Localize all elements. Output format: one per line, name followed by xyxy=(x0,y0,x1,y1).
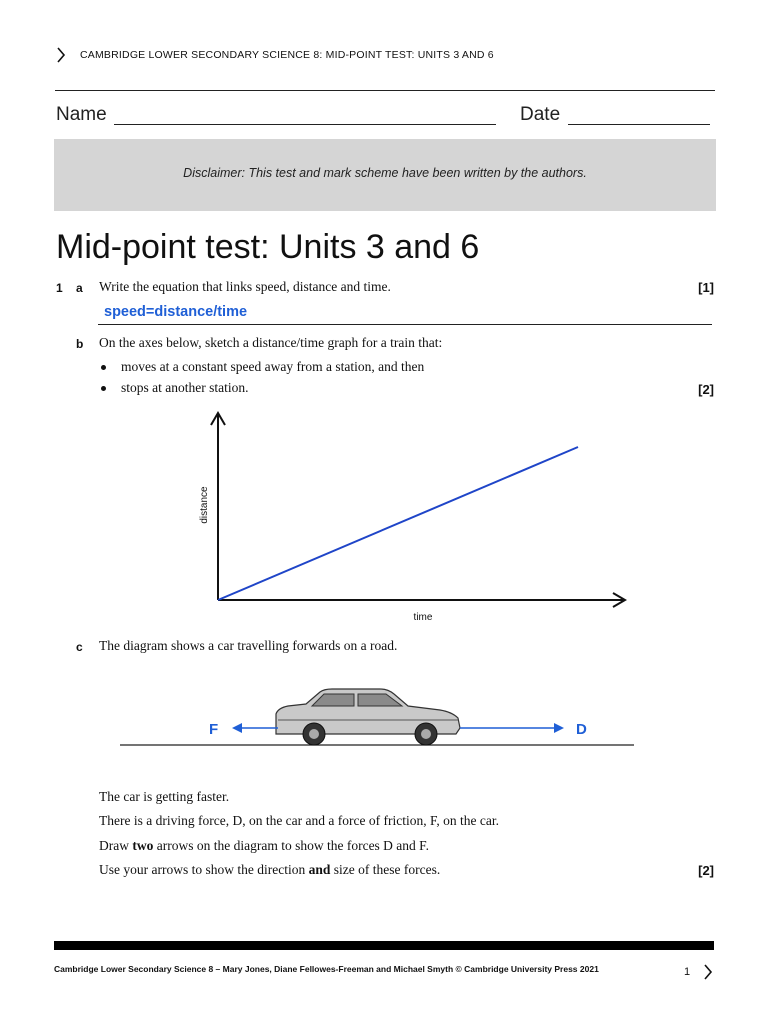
header-rule xyxy=(55,90,715,91)
page-title: Mid-point test: Units 3 and 6 xyxy=(56,228,480,266)
use-instruction-pre: Use your arrows to show the direction xyxy=(99,862,309,877)
part-letter-a: a xyxy=(76,281,83,295)
draw-instruction xyxy=(99,838,429,854)
bullet-dot xyxy=(101,365,106,370)
car-statement-1: The car is getting faster. xyxy=(99,789,230,804)
car-image xyxy=(276,689,460,745)
date-field-line[interactable] xyxy=(568,124,710,125)
marks-1a: [1] xyxy=(698,280,714,295)
car-statement-2: There is a driving force, D, on the car and a force of friction, F, on the car. xyxy=(99,813,500,828)
disclaimer-text: Disclaimer: This test and mark scheme have been written by the authors. xyxy=(183,166,587,180)
friction-arrowhead xyxy=(232,723,242,733)
y-axis-label: distance xyxy=(199,486,210,524)
bullet-item: stops at another station. xyxy=(121,380,249,395)
next-page-chevron-icon[interactable] xyxy=(703,964,713,980)
part-letter-c: c xyxy=(76,640,83,654)
question-number: 1 xyxy=(56,281,63,295)
chevron-right-icon xyxy=(56,47,66,63)
car-diagram xyxy=(118,684,638,752)
question-1a-text: Write the equation that links speed, distance and time. xyxy=(99,279,391,294)
date-label: Date xyxy=(520,104,561,125)
marks-1c: [2] xyxy=(698,863,714,878)
x-axis-label: time xyxy=(413,612,433,623)
use-instruction-post: size of these forces. xyxy=(330,862,441,877)
series-line xyxy=(218,447,578,600)
footer-bar xyxy=(54,941,714,950)
bullet-dot xyxy=(101,386,106,391)
friction-label: F xyxy=(209,721,219,738)
part-letter-b: b xyxy=(76,337,84,351)
name-label: Name xyxy=(56,104,107,125)
drive-label: D xyxy=(576,721,587,738)
bullet-item: moves at a constant speed away from a station, and then xyxy=(121,359,425,374)
use-instruction xyxy=(99,862,440,878)
draw-instruction-pre: Draw xyxy=(99,838,133,853)
use-instruction-bold: and xyxy=(308,862,331,877)
question-1b-text: On the axes below, sketch a distance/time graph for a train that: xyxy=(99,335,443,350)
driving-arrowhead xyxy=(554,723,564,733)
distance-time-graph xyxy=(195,405,635,630)
question-1c-text: The diagram shows a car travelling forwards on a road. xyxy=(99,638,398,653)
answer-line[interactable] xyxy=(98,324,712,325)
marks-1b: [2] xyxy=(698,382,714,397)
draw-instruction-bold: two xyxy=(132,838,154,853)
header-title: CAMBRIDGE LOWER SECONDARY SCIENCE 8: MID-POINT TEST: UNITS 3 AND 6 xyxy=(80,49,494,61)
footer-credit: Cambridge Lower Secondary Science 8 – Mary Jones, Diane Fellowes-Freeman and Michael Smyth © Cambridge University Press 2021 xyxy=(54,964,599,974)
answer-1a: speed=distance/time xyxy=(104,304,248,320)
draw-instruction-post: arrows on the diagram to show the forces D and F. xyxy=(153,838,429,853)
name-field-line[interactable] xyxy=(114,124,496,125)
page-number: 1 xyxy=(684,966,691,978)
